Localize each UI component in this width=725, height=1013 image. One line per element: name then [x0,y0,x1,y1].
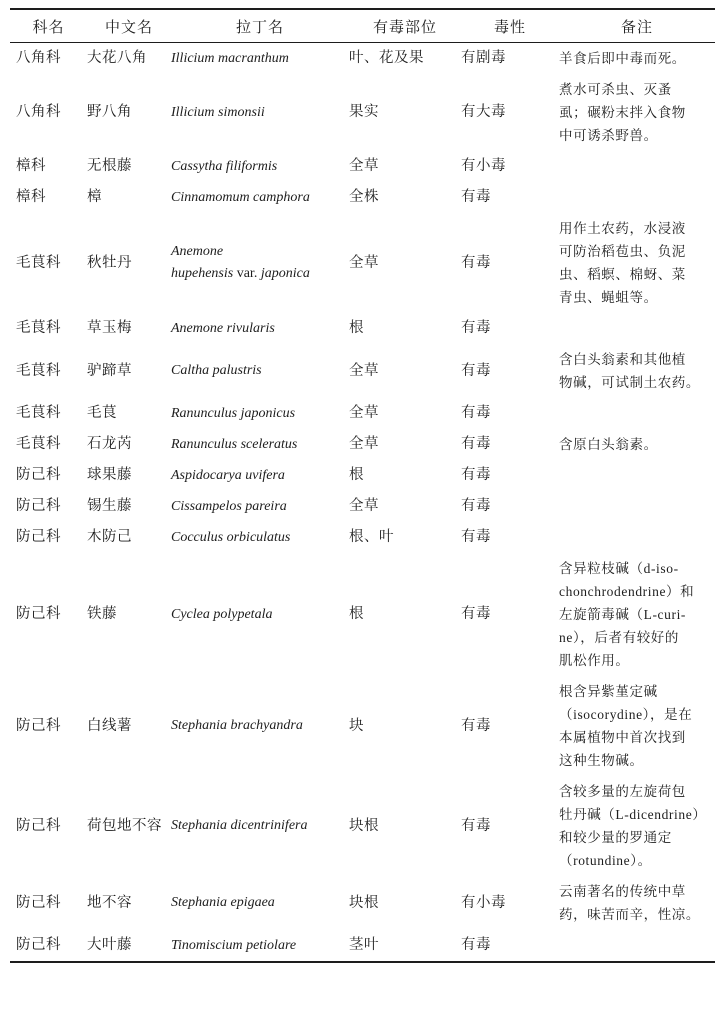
cell-toxicity: 有毒 [461,436,491,452]
table-row [10,491,715,522]
cell-chinese-name: 秋牡丹 [87,254,132,271]
cell-toxic-part: 根 [349,606,364,622]
cell-toxic-part: 叶、花及果 [349,50,424,66]
cell-latin-name: Anemone rivularis [171,320,275,336]
col-header-family: 科名 [10,9,87,43]
cell-chinese-name: 樟 [87,189,102,205]
col-header-chinese-name: 中文名 [87,9,171,43]
cell-toxicity: 有毒 [461,606,491,622]
cell-family-name: 毛茛科 [16,436,61,452]
cell-latin-name: Cissampelos pareira [171,498,287,514]
cell-family-name: 防己科 [16,606,61,622]
cell-latin-name: Cassytha filiformis [171,158,278,174]
cell-toxicity: 有毒 [461,817,491,834]
cell-latin-name: Cyclea polypetala [171,606,273,622]
table-row [10,213,715,313]
cell-latin-name: Ranunculus japonicus [171,405,296,421]
cell-family-name: 防己科 [16,467,61,483]
cell-latin-name: Illicium simonsii [171,104,265,120]
cell-chinese-name: 锡生藤 [87,498,132,514]
cell-latin-name: Aspidocarya uvifera [171,467,285,483]
cell-family-name: 樟科 [16,189,46,205]
cell-note: 含白头翁素和其他植 物碱，可试制土农药。 [559,352,700,390]
cell-note [559,182,715,213]
cell-note: 羊食后即中毒而死。 [559,51,686,66]
col-header-toxicity: 毒性 [461,9,559,43]
cell-toxicity: 有毒 [461,937,491,953]
cell-toxicity: 有毒 [461,254,491,271]
cell-toxic-part: 块根 [349,817,379,834]
cell-latin-name: Illicium macranthum [171,50,289,66]
cell-family-name: 毛茛科 [16,254,61,271]
table-row [10,930,715,962]
table-row [10,460,715,491]
cell-note [559,398,715,429]
cell-toxicity: 有毒 [461,529,491,545]
cell-toxic-part: 根 [349,467,364,483]
cell-toxic-part: 全草 [349,436,379,452]
cell-latin-name: Anemone hupehensis var. japonica [171,244,310,281]
cell-chinese-name: 石龙芮 [87,436,132,452]
cell-toxic-part: 全株 [349,189,379,205]
cell-toxic-part: 茎叶 [349,937,379,953]
table-row [10,151,715,182]
table-row [10,313,715,344]
cell-toxic-part: 全草 [349,254,379,271]
cell-family-name: 毛茛科 [16,405,61,421]
cell-note: 煮水可杀虫、灭蚤 虱；碾粉末拌入食物 中可诱杀野兽。 [559,82,686,143]
cell-toxic-part: 块 [349,717,364,734]
cell-chinese-name: 大叶藤 [87,937,132,953]
cell-chinese-name: 球果藤 [87,467,132,483]
cell-family-name: 毛茛科 [16,362,61,379]
cell-toxicity: 有毒 [461,717,491,734]
cell-chinese-name: 铁藤 [87,606,117,622]
cell-latin-name: Cinnamomum camphora [171,189,310,205]
cell-note: 含原白头翁素。 [559,437,658,452]
table-row [10,676,715,776]
cell-chinese-name: 荷包地不容 [87,817,162,834]
cell-latin-name: Ranunculus sceleratus [171,436,298,452]
table-row [10,553,715,676]
cell-toxic-part: 果实 [349,104,379,120]
cell-latin-name: Tinomiscium petiolare [171,937,297,953]
cell-chinese-name: 白线薯 [87,717,132,734]
col-header-latin-name: 拉丁名 [171,9,349,43]
cell-toxicity: 有剧毒 [461,50,506,66]
cell-note [559,491,715,522]
cell-family-name: 防己科 [16,529,61,545]
cell-note: 含较多量的左旋荷包 牡丹碱（L-dicendrine） 和较少量的罗通定 （rotundine）。 [559,784,707,868]
cell-note [559,313,715,344]
cell-latin-name: Caltha palustris [171,363,262,378]
cell-note: 云南著名的传统中草 药，味苦而辛，性凉。 [559,884,700,922]
table-row [10,43,715,75]
cell-toxicity: 有毒 [461,498,491,514]
col-header-note: 备注 [559,9,715,43]
cell-chinese-name: 木防己 [87,529,132,545]
cell-chinese-name: 地不容 [87,894,132,911]
cell-chinese-name: 草玉梅 [87,320,132,336]
cell-toxicity: 有小毒 [461,894,506,911]
cell-latin-name: Stephania epigaea [171,895,275,910]
cell-toxicity: 有毒 [461,467,491,483]
cell-family-name: 毛茛科 [16,320,61,336]
cell-toxic-part: 根 [349,320,364,336]
cell-toxic-part: 全草 [349,405,379,421]
cell-chinese-name: 野八角 [87,104,132,120]
table-row [10,344,715,398]
cell-family-name: 防己科 [16,894,61,911]
cell-toxicity: 有毒 [461,405,491,421]
table-row [10,522,715,553]
col-header-toxic-part: 有毒部位 [349,9,461,43]
cell-latin-name: Stephania dicentrinifera [171,818,308,833]
table-row [10,182,715,213]
cell-family-name: 防己科 [16,498,61,514]
cell-toxicity: 有毒 [461,320,491,336]
cell-toxicity: 有大毒 [461,104,506,120]
table-row [10,876,715,930]
cell-family-name: 防己科 [16,717,61,734]
cell-note [559,930,715,962]
header-row [10,9,715,43]
cell-note [559,522,715,553]
cell-chinese-name: 大花八角 [87,50,147,66]
cell-family-name: 樟科 [16,158,46,174]
cell-family-name: 防己科 [16,937,61,953]
table-row [10,776,715,876]
cell-latin-name: Stephania brachyandra [171,718,303,733]
cell-family-name: 八角科 [16,104,61,120]
cell-toxic-part: 全草 [349,362,379,379]
cell-latin-name: Cocculus orbiculatus [171,529,291,545]
cell-family-name: 防己科 [16,817,61,834]
cell-family-name: 八角科 [16,50,61,66]
cell-toxic-part: 全草 [349,158,379,174]
cell-toxic-part: 块根 [349,894,379,911]
cell-note: 含异粒枝碱（d-iso- chonchrodendrine）和 左旋箭毒碱（L-curi- ne），后者有较好的 肌松作用。 [559,561,695,668]
cell-note: 根含异紫堇定碱 （isocorydine），是在 本属植物中首次找到 这种生物碱。 [559,684,693,768]
table-row [10,74,715,151]
cell-toxicity: 有小毒 [461,158,506,174]
cell-chinese-name: 驴蹄草 [87,362,132,379]
cell-toxic-part: 全草 [349,498,379,514]
cell-toxicity: 有毒 [461,189,491,205]
table-row [10,429,715,460]
cell-toxic-part: 根、叶 [349,529,394,545]
cell-toxicity: 有毒 [461,362,491,379]
cell-note [559,151,715,182]
table-body [10,43,715,963]
table-row [10,398,715,429]
cell-chinese-name: 毛茛 [87,405,117,421]
cell-note [559,460,715,491]
poisonous-plants-table [10,8,715,963]
cell-chinese-name: 无根藤 [87,158,132,174]
cell-note: 用作土农药，水浸液 可防治稻苞虫、负泥 虫、稻螟、棉蚜、菜 青虫、蝇蛆等。 [559,221,686,305]
